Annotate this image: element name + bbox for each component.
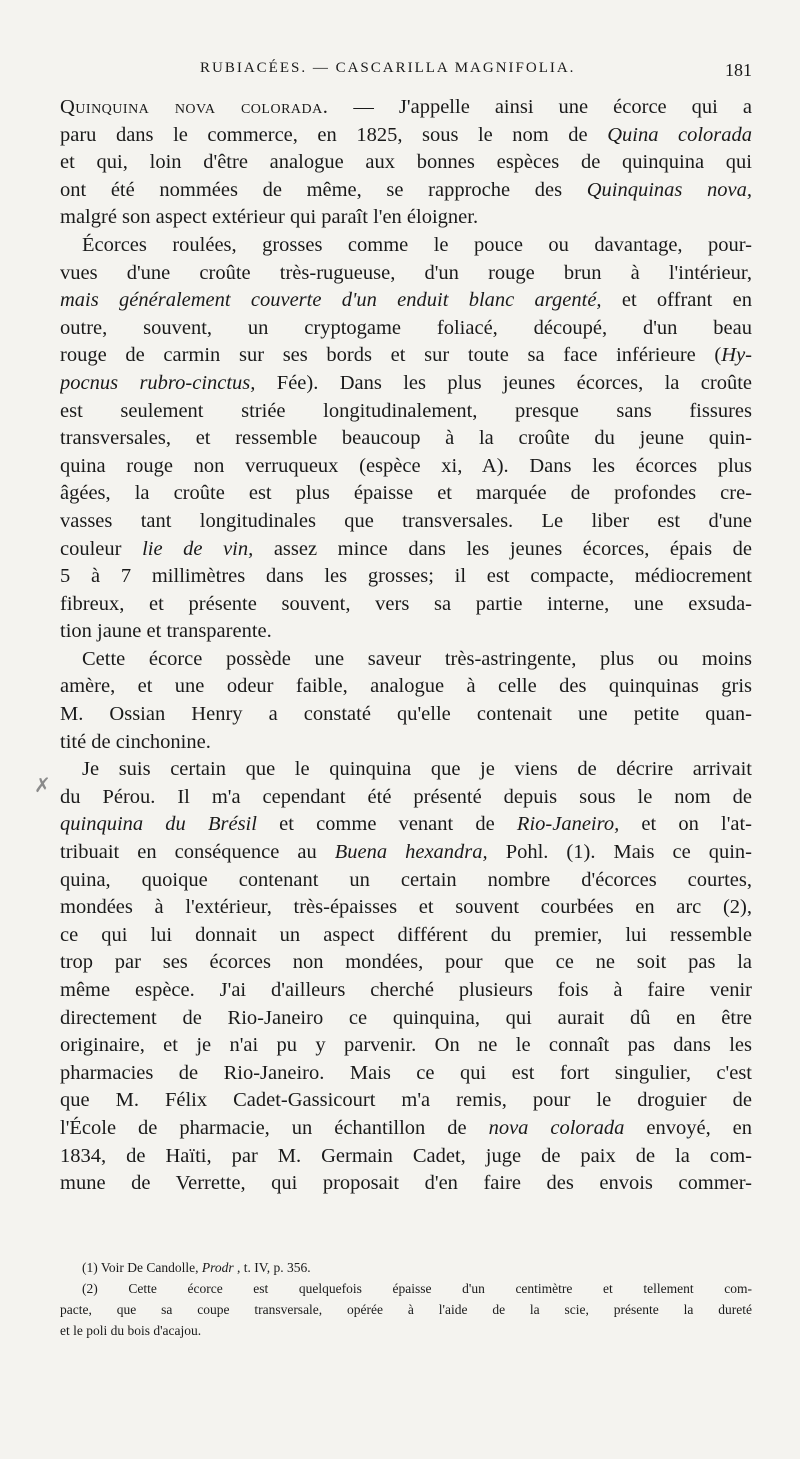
text-line	[60, 480, 752, 508]
text-segment: pocnus rubro-cinctus,	[60, 371, 256, 394]
text-line	[60, 646, 752, 674]
text-segment: mais généralement couverte d'un enduit blanc argenté,	[60, 289, 602, 312]
text-line	[60, 232, 752, 260]
text-segment: Quinquina nova colorada.	[60, 96, 329, 118]
text-segment: est seulement striée longitudinalement, presque sans fissures	[60, 399, 752, 422]
text-segment: pharmacies de Rio-Janeiro. Mais ce qui est fort singulier, c'est	[60, 1061, 752, 1084]
text-segment: l'École de pharmacie, un échantillon de	[60, 1116, 489, 1139]
text-segment: que M. Félix Cadet-Gassicourt m'a remis, pour le droguier de	[60, 1089, 752, 1112]
body-text	[60, 94, 752, 1198]
text-segment: rouge de carmin sur ses bords et sur toute sa face inférieure (	[60, 344, 722, 367]
text-segment: quina rouge non verruqueux (espèce xi, A). Dans les écorces plus	[60, 454, 752, 477]
text-line	[60, 287, 752, 315]
footnote-line	[60, 1257, 752, 1278]
text-line	[60, 177, 752, 205]
text-segment: et le poli du bois d'acajou.	[60, 1323, 202, 1338]
text-line	[60, 94, 752, 122]
text-segment: amère, et une odeur faible, analogue à celle des quinquinas gris	[60, 675, 752, 698]
text-line	[60, 508, 752, 536]
text-line	[60, 425, 752, 453]
text-segment: (1) Voir De Candolle,	[82, 1260, 202, 1275]
text-segment: âgées, la croûte est plus épaisse et marquée de profondes cre-	[60, 482, 752, 505]
text-segment: lie de vin,	[142, 537, 254, 560]
text-line	[60, 839, 752, 867]
text-segment: même espèce. J'ai d'ailleurs cherché plusieurs fois à faire venir	[60, 979, 752, 1001]
footnote-line	[60, 1299, 752, 1320]
text-segment: pacte, que sa coupe transversale, opérée à l'aide de la scie, présente la dureté	[60, 1302, 752, 1317]
text-segment: tion jaune et transparente.	[60, 620, 272, 643]
text-segment: envoyé, en	[624, 1116, 752, 1139]
text-segment: paru dans le commerce, en 1825, sous le nom de	[60, 123, 608, 146]
text-segment: Écorces roulées, grosses comme le pouce ou davantage, pour-	[82, 233, 752, 256]
text-line	[60, 260, 752, 288]
text-segment: 1834, de Haïti, par M. Germain Cadet, juge de paix de la com-	[60, 1144, 752, 1167]
text-line	[60, 536, 752, 564]
text-segment: trop par ses écorces non mondées, pour que ce ne soit pas la	[60, 951, 752, 974]
text-segment: malgré son aspect extérieur qui paraît l'en éloigner.	[60, 206, 479, 229]
text-segment: M. Ossian Henry a constaté qu'elle contenait une petite quan-	[60, 703, 752, 726]
text-segment: directement de Rio-Janeiro ce quinquina, qui aurait dû en être	[60, 1006, 752, 1029]
text-segment: tité de cinchonine.	[60, 730, 211, 753]
text-line	[60, 729, 752, 757]
text-segment: originaire, et je n'ai pu y parvenir. On ne le connaît pas dans les	[60, 1034, 752, 1057]
text-line	[60, 867, 752, 895]
text-segment: Quinquinas nova,	[586, 178, 752, 201]
text-segment: nova colorada	[488, 1116, 625, 1139]
text-segment: vues d'une croûte très-rugueuse, d'un rouge brun à l'intérieur,	[60, 261, 752, 284]
text-line	[60, 370, 752, 398]
text-line	[60, 122, 752, 150]
text-segment: et offrant en	[601, 289, 752, 312]
text-segment: mondées à l'extérieur, très-épaisses et souvent courbées en arc (2),	[60, 896, 752, 919]
text-line	[60, 453, 752, 481]
text-segment: 5 à 7 millimètres dans les grosses; il est compacte, médiocrement	[60, 565, 752, 588]
text-line	[60, 618, 752, 646]
text-segment: ce qui lui donnait un aspect différent du premier, lui ressemble	[60, 923, 752, 946]
text-segment: et on l'at-	[619, 813, 752, 836]
text-segment: tribuait en conséquence au	[60, 841, 335, 864]
text-segment: outre, souvent, un cryptogame foliacé, découpé, d'un beau	[60, 316, 752, 339]
running-header	[60, 60, 752, 86]
text-segment: Hy-	[721, 344, 752, 367]
text-line	[60, 922, 752, 950]
text-line	[60, 1032, 752, 1060]
text-segment: Cette écorce possède une saveur très-astringente, plus ou moins	[82, 647, 752, 670]
text-segment: — J'appelle ainsi une écorce qui a	[328, 96, 752, 118]
text-segment: Fée). Dans les plus jeunes écorces, la croûte	[255, 371, 752, 394]
text-line	[60, 591, 752, 619]
text-segment: ont été nommées de même, se rapproche des	[60, 178, 587, 201]
text-segment: du Pérou. Il m'a cependant été présenté depuis sous le nom de	[60, 785, 752, 808]
text-segment: (2) Cette écorce est quelquefois épaisse d'un centimètre et tellement com-	[82, 1281, 752, 1296]
text-segment: transversales, et ressemble beaucoup à la croûte du jeune quin-	[60, 427, 752, 450]
text-segment: et comme venant de	[256, 813, 517, 836]
text-segment: Quina colorada	[607, 123, 752, 146]
text-segment: Prodr	[201, 1260, 234, 1275]
footnote-line	[60, 1320, 752, 1341]
text-segment: Rio-Janeiro,	[516, 813, 620, 836]
text-line	[60, 1115, 752, 1143]
footnote-line	[60, 1278, 752, 1299]
text-segment: Je suis certain que le quinquina que je viens de décrire arrivait	[82, 758, 752, 781]
text-segment: quina, quoique contenant un certain nombre d'écorces courtes,	[60, 868, 752, 891]
text-line	[60, 149, 752, 177]
text-segment: Pohl. (1). Mais ce quin-	[487, 841, 752, 864]
text-line	[60, 563, 752, 591]
text-line	[60, 204, 752, 232]
text-segment: vasses tant longitudinales que transversales. Le liber est d'une	[60, 509, 752, 532]
footnotes	[60, 1257, 752, 1341]
text-segment: couleur	[60, 537, 143, 560]
text-line	[60, 811, 752, 839]
text-line	[60, 1087, 752, 1115]
text-line	[60, 701, 752, 729]
text-line	[60, 673, 752, 701]
text-line	[60, 949, 752, 977]
text-line	[60, 342, 752, 370]
text-line	[60, 315, 752, 343]
text-line	[60, 1060, 752, 1088]
text-line	[60, 977, 752, 1005]
text-segment: Buena hexandra,	[334, 841, 488, 864]
text-line	[60, 756, 752, 784]
text-line	[60, 1170, 752, 1198]
text-segment: , t. IV, p. 356.	[233, 1260, 311, 1275]
text-segment: quinquina du Brésil	[60, 813, 257, 836]
text-line	[60, 894, 752, 922]
text-line	[60, 1143, 752, 1171]
text-segment: fibreux, et présente souvent, vers sa partie interne, une exsuda-	[60, 592, 752, 615]
text-segment: et qui, loin d'être analogue aux bonnes espèces de quinquina qui	[60, 151, 752, 174]
text-segment: mune de Verrette, qui proposait d'en faire des envois commer-	[60, 1172, 752, 1195]
margin-mark: ✗	[34, 775, 51, 797]
text-line	[60, 784, 752, 812]
page-number: 181	[725, 60, 752, 80]
text-segment: assez mince dans les jeunes écorces, épais de	[253, 537, 752, 560]
running-title: RUBIACÉES. — CASCARILLA MAGNIFOLIA.	[200, 60, 576, 76]
text-line	[60, 398, 752, 426]
text-line	[60, 1005, 752, 1033]
